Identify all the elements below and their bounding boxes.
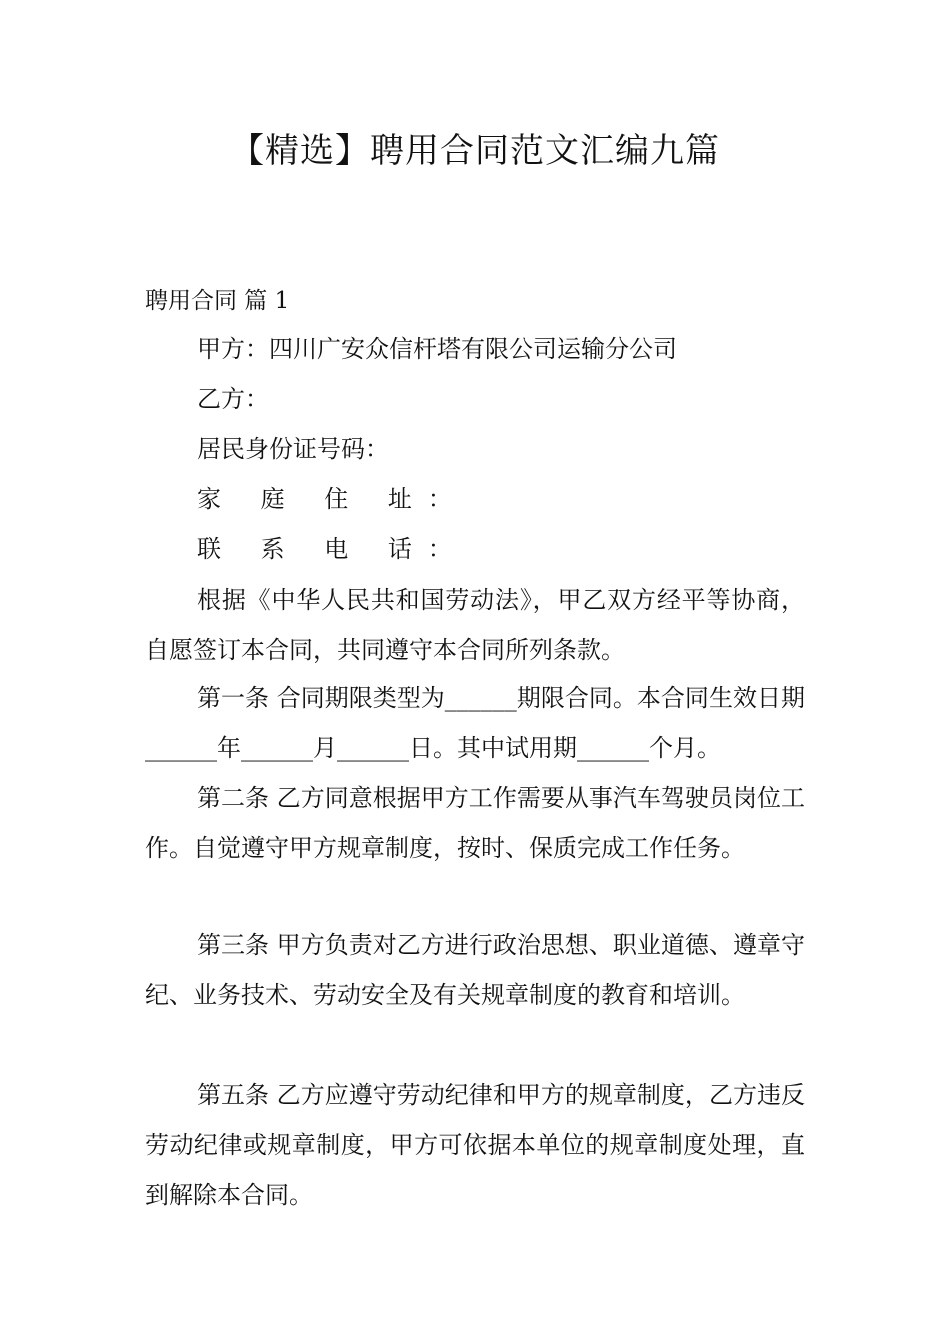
party-b-line: 乙方： (197, 385, 269, 413)
section-heading: 聘用合同 篇 1 (145, 288, 290, 314)
paragraph-article-5: 第五条 乙方应遵守劳动纪律和甲方的规章制度，乙方违反劳动纪律或规章制度，甲方可依据本单位的规章制度处理，直到解除本合同。 (145, 1081, 805, 1209)
id-number-line: 居民身份证号码： (197, 435, 389, 463)
paragraph-article-1: 第一条 合同期限类型为______期限合同。本合同生效日期______年______月______日。其中试用期______个月。 (145, 684, 805, 762)
paragraph-article-2: 第二条 乙方同意根据甲方工作需要从事汽车驾驶员岗位工作。自觉遵守甲方规章制度，按时、保质完成工作任务。 (145, 784, 805, 862)
paragraph-article-3: 第三条 甲方负责对乙方进行政治思想、职业道德、遵章守纪、业务技术、劳动安全及有关规章制度的教育和培训。 (145, 931, 805, 1009)
phone-line: 联 系 电 话： (197, 535, 468, 563)
document-title: 【精选】聘用合同范文汇编九篇 (230, 131, 720, 171)
home-address-line: 家 庭 住 址： (197, 485, 468, 513)
paragraph-intro: 根据《中华人民共和国劳动法》，甲乙双方经平等协商，自愿签订本合同，共同遵守本合同所列条款。 (145, 586, 805, 664)
party-a-line: 甲方：四川广安众信杆塔有限公司运输分公司 (197, 335, 677, 363)
